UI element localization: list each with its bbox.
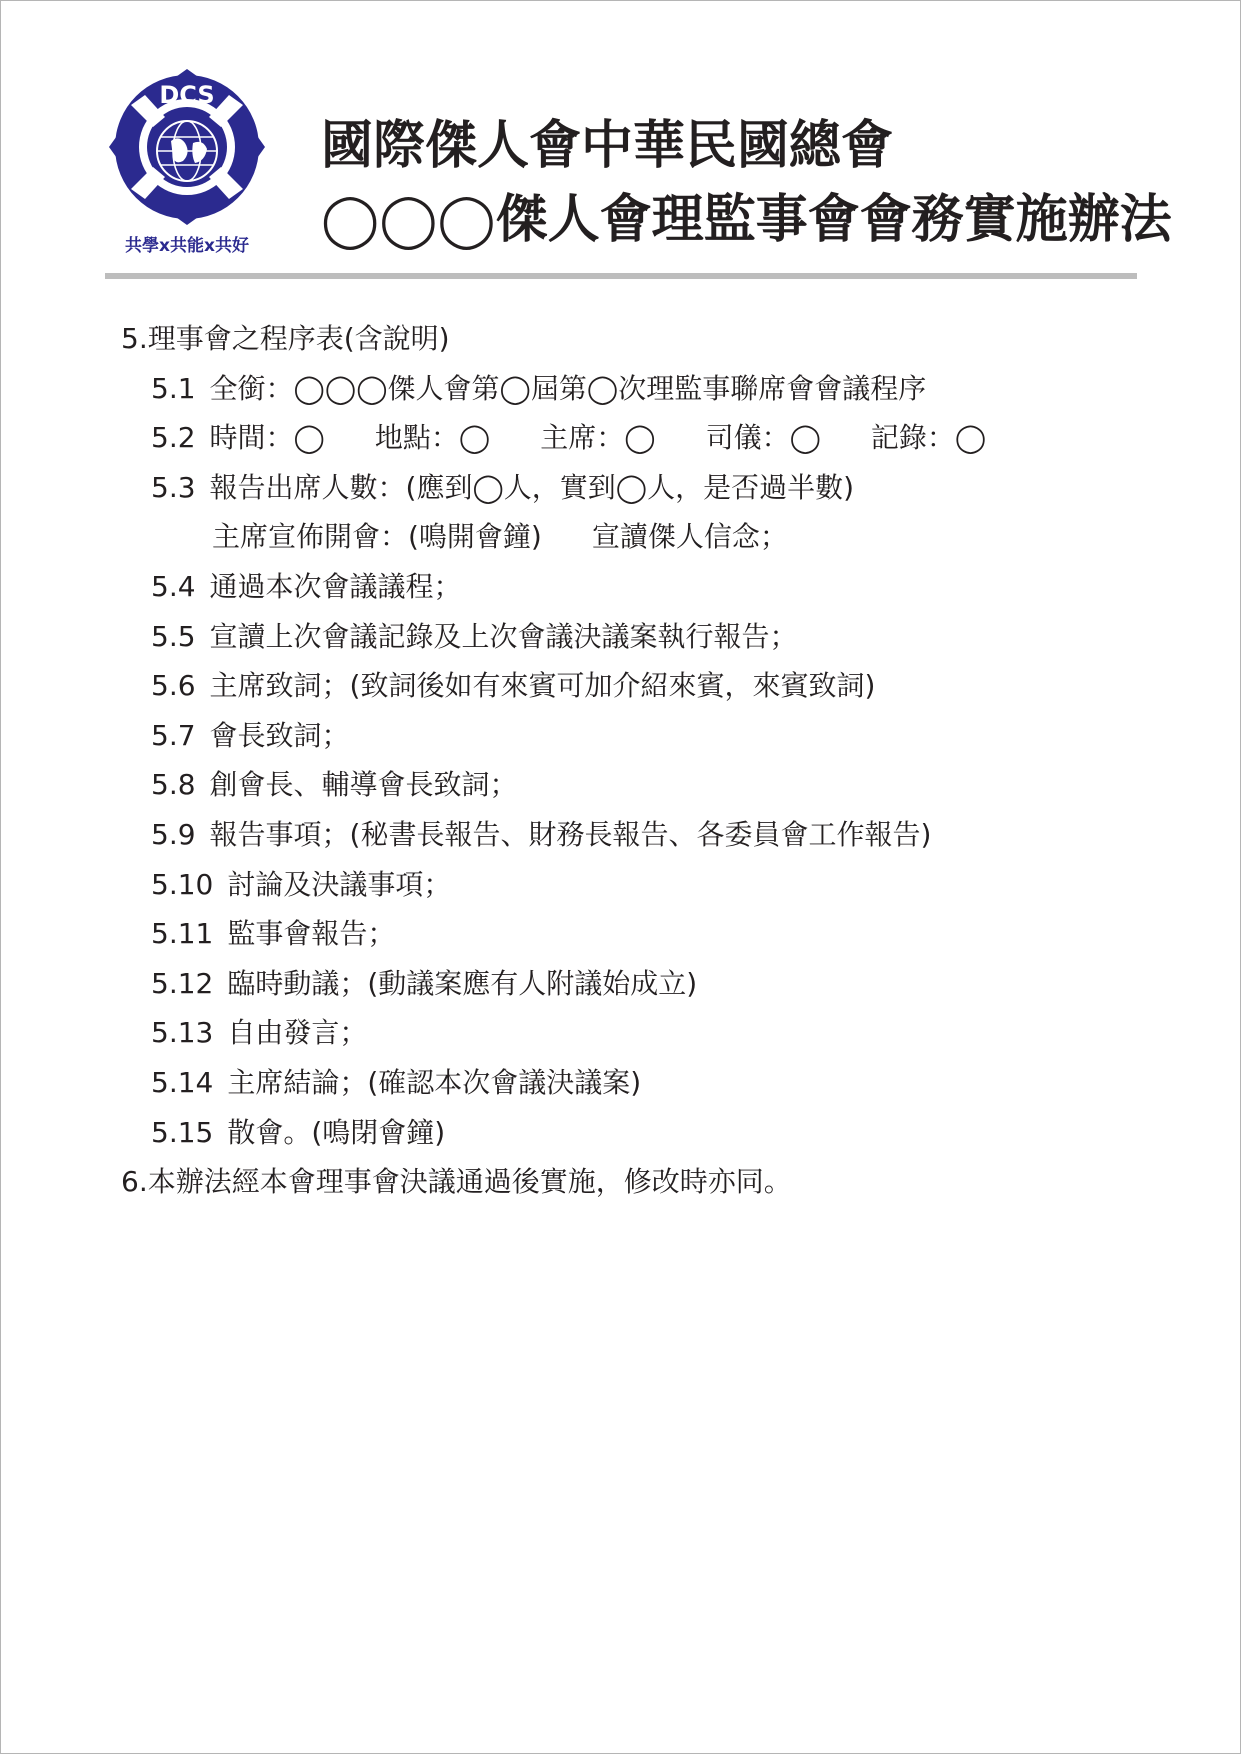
item-number: 5.7 (151, 718, 196, 752)
item-text: 監事會報告； (227, 917, 396, 951)
list-item (121, 1008, 986, 1058)
item-number: 5.10 (151, 867, 214, 901)
list-item (121, 760, 986, 810)
chair-field: 主席：◯ (540, 421, 656, 455)
item-number: 5.8 (151, 768, 196, 802)
item-text: 宣讀傑人信念； (591, 520, 788, 554)
section-6-text: 6.本辦法經本會理事會決議通過後實施，修改時亦同。 (121, 1165, 792, 1199)
section-5-heading: 5.理事會之程序表(含說明) (121, 322, 450, 355)
item-text: 創會長、輔導會長致詞； (209, 768, 518, 802)
item-text: 全銜：◯◯◯傑人會第◯屆第◯次理監事聯席會會議程序 (209, 371, 927, 405)
item-number: 5.3 (151, 470, 196, 504)
list-item (121, 562, 986, 612)
item-number: 5.2 (151, 421, 196, 455)
list-item (121, 711, 986, 761)
list-item (121, 463, 986, 513)
emcee-field: 司儀：◯ (705, 421, 821, 455)
recorder-field: 記錄：◯ (870, 421, 987, 455)
item-text: 自由發言； (227, 1016, 368, 1050)
item-number: 5.1 (151, 371, 196, 405)
list-item (121, 959, 986, 1009)
item-number: 5.6 (151, 669, 196, 703)
item-text: 主席宣佈開會：(鳴開會鐘) (212, 520, 542, 554)
document-body (121, 314, 986, 1207)
list-item (121, 364, 986, 414)
item-text: 主席致詞；(致詞後如有來賓可加介紹來賓，來賓致詞) (209, 669, 876, 703)
document-title (321, 109, 1172, 257)
logo-motto: 共學x共能x共好 (125, 236, 249, 256)
list-item (121, 661, 986, 711)
item-text: 通過本次會議議程； (209, 569, 462, 603)
item-text: 報告事項；(秘書長報告、財務長報告、各委員會工作報告) (209, 817, 932, 851)
item-text: 散會。(鳴閉會鐘) (227, 1115, 446, 1149)
item-text: 會長致詞； (209, 718, 350, 752)
item-text: 報告出席人數：(應到◯人，實到◯人，是否過半數) (209, 470, 855, 504)
title-line-1: 國際傑人會中華民國總會 (321, 116, 894, 176)
list-item-continuation (121, 512, 986, 562)
list-item (121, 810, 986, 860)
item-text: 臨時動議；(動議案應有人附議始成立) (227, 966, 698, 1000)
list-item (121, 612, 986, 662)
item-text: 討論及決議事項； (227, 867, 452, 901)
item-text: 主席結論；(確認本次會議決議案) (227, 1065, 642, 1099)
list-item (121, 860, 986, 910)
title-line-2: ◯◯◯傑人會理監事會會務實施辦法 (321, 190, 1172, 250)
list-item (121, 1058, 986, 1108)
list-item (121, 1108, 986, 1158)
item-number: 5.14 (151, 1065, 214, 1099)
item-number: 5.4 (151, 569, 196, 603)
item-number: 5.13 (151, 1016, 214, 1050)
dcs-logo (87, 65, 287, 265)
header-divider (105, 273, 1137, 279)
logo-initials: DCS (159, 81, 215, 109)
item-number: 5.11 (151, 917, 214, 951)
list-item (121, 413, 986, 463)
item-number: 5.15 (151, 1115, 214, 1149)
item-number: 5.9 (151, 817, 196, 851)
item-text: 宣讀上次會議記錄及上次會議決議案執行報告； (209, 619, 798, 653)
time-field: 時間：◯ (209, 421, 325, 455)
list-item (121, 909, 986, 959)
item-number: 5.5 (151, 619, 196, 653)
location-field: 地點：◯ (374, 421, 491, 455)
item-number: 5.12 (151, 966, 214, 1000)
